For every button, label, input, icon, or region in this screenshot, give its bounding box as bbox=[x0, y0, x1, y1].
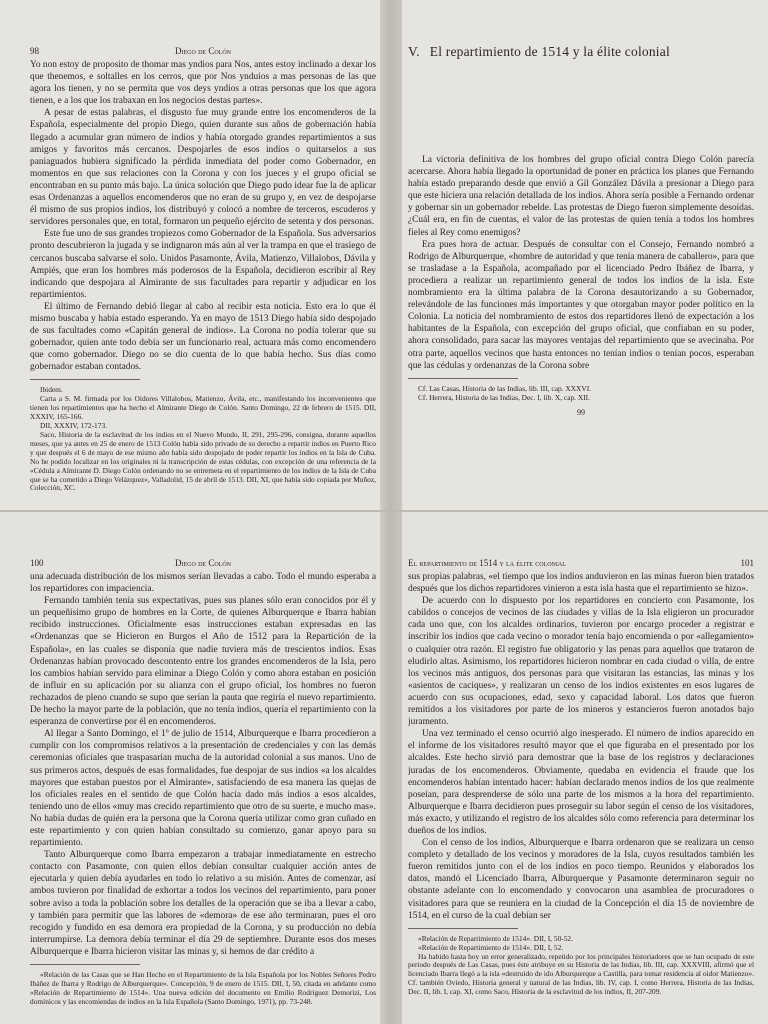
body-text bbox=[408, 571, 754, 922]
paragraph: Era pues hora de actuar. Después de consultar con el Consejo, Fernando nombró a Rodrigo de Alburquerque, «hombre de autoridad y que tenía manera de caballero», para que se trasladase a la Española, acompañado por el licenciado Pedro Ibáñez de Ibarra, y procediera a realizar un repartimiento general de todos los indios de la isla. Este nombramiento era la última palabra de la Corona desautorizando a su Gobernador, relevándole de las funciones más importantes y que otorgaban mayor poder político en la Colonia. La noticia del nombramiento de estos dos repartidores llenó de expectación a los habitantes de la Española, con excepción del grupo oficial, que confiaban en su poder, ahora consolidado, para sacar las mayores ventajas del repartimiento que se avecinaba. Por otra parte, aquellos vecinos que hasta entonces no tenían indios o tenían pocos, esperaban que las cédulas y ordenanzas de la Corona sobre bbox=[408, 239, 754, 371]
paragraph: Tanto Alburquerque como Ibarra empezaron a trabajar inmediatamente en estrecho contacto con Pasamonte, con quien ellos debían consultar cualquier acción antes de ejecutarla y quien debía ayudarles en todo lo relativo a su misión. Antes de comenzar, así ambos tuvieron por finalidad de exhortar a todos los vecinos del repartimiento, para poner sobre aviso a toda la población sobre los detalles de la operación que se iba a llevar a cabo, y también para permitir que las labores de «demora» de ese año terminaran, pues el oro recogido y fundido en esa demora era propiedad de la Corona, y su producción no debía interrumpirse. La demora debía terminar el día 29 de septiembre. Durante esos dos meses Alburquerque e Ibarra hicieron visitar las minas y, si hemos de dar crédito a bbox=[30, 850, 376, 957]
footnote: Cf. Las Casas, Historia de las Indias, lib. III, cap. XXXVI. bbox=[418, 383, 592, 393]
footnote: «Relación de Repartimiento de 1514». DII, I, 52. bbox=[418, 942, 564, 952]
chapter-title: El repartimiento de 1514 y la élite colonial bbox=[429, 44, 670, 59]
footnote: Cf. Herrera, Historia de las Indias, Dec. I, lib. X, cap. XII. bbox=[418, 392, 590, 402]
paragraph: una adecuada distribución de los mismos serían llevadas a cabo. Todo el mundo esperaba a los repartidores con impaciencia. bbox=[30, 572, 376, 595]
paragraph: Una vez terminado el censo ocurrió algo inesperado. El número de indios aparecido en el informe de los visitadores resultó mayor que el que figuraba en el presentado por los alcaldes. Este hecho sirvió para demostrar que la base de los registros y declaraciones juradas de los encomenderos. Obviamente, quedaba en evidencia el fraude que los encomenderos habían intentado hacer: habían declarado menos indios de los que realmente poseían, para desprenderse de sólo una parte de los mismos a la hora del repartimiento. Alburquerque e Ibarra decidieron pues proseguir su labor según el censo de los visitadores, más exacto, y utilizando el registro de los alcaldes sólo como referencia para determinar los dueños de los indios. bbox=[408, 729, 754, 836]
footnote: «Relación de Repartimiento de 1514». DII, I, 50-52. bbox=[418, 933, 573, 943]
running-head-title: El repartimiento de 1514 y la élite colonial bbox=[408, 558, 566, 568]
footnote-rule bbox=[408, 928, 518, 929]
footnotes bbox=[408, 385, 754, 403]
book-gutter bbox=[380, 512, 402, 1024]
page-101 bbox=[408, 512, 754, 1024]
page-number-footer: 99 bbox=[577, 407, 585, 417]
footnotes bbox=[408, 935, 754, 997]
paragraph: La victoria definitiva de los hombres del grupo oficial contra Diego Colón parecía acercarse. Ahora había llegado la oportunidad de poner en práctica los planes que Fernando había estado preparando desde que envió a Gil González Dávila a presionar a Diego para que este hiciera una relación detallada de los indios. Ahora sería posible a Fernando ordenar y gobernar sin un gobernador rebelde. Las protestas de Diego fueron simplemente desoídas. ¿Cuál era, en fin de cuentas, el valor de las protestas de quien tenía a todos los hombres fieles al Rey como enemigos? bbox=[408, 155, 754, 238]
footnote: DII, XXXIV, 172-173. bbox=[40, 421, 107, 431]
running-head-title: Diego de Colón bbox=[175, 558, 231, 568]
paragraph: Fernando también tenía sus expectativas, pues sus planes sólo eran conocidos por él y un pequeñísimo grupo de hombres en la Corte, de quienes Alburquerque e Ibarra habían recibido instrucciones. Oficialmente esas instrucciones estaban expresadas en las «Ordenanzas que se Hicieron en Burgos el Año de 1512 para la Repartición de la Española», en las cuales se disponía que nadie tuviera más de trescientos indios. Esas Ordenanzas habían provocado descontento entre los grandes encomenderos de la Isla, pero los cambios habían servido para eliminar a Diego Colón y como ahora estaban en posición de influir en su aplicación por su alianza con el grupo oficial, los hombres no fueron rechazados de pleno cuando se supo que serían la pauta que regiría el nuevo repartimiento. De hecho la mayor parte de la población, que no tenía indios, quería el repartimiento con la esperanza de convertirse por él en encomenderos. bbox=[30, 596, 376, 728]
body-text bbox=[30, 59, 376, 373]
footnote-rule bbox=[30, 964, 140, 965]
paragraph: De acuerdo con lo dispuesto por los repartidores en concierto con Pasamonte, los cabildos o concejos de vecinos de las ciudades y villas de la Isla eligieron un procurador cada uno que, con los alcaldes ordinarios, tuvieron por encargo proceder a registrar e inscribir los indios que cada vecino o morador tenía bajo encomienda o por «allegamiento» o cualquier otra razón. El registro fue obligatorio y las penas para aquellos que trataron de eludirlo altas. Asimismo, los repartidores hicieron nombrar en cada ciudad o villa, de entre los vecinos más antiguos, dos personas para que visitaran las estancias, las minas y los «asientos de caciques», y realizaran un censo de los indios existentes en esos lugares de acuerdo con sus ocupaciones, edad, sexo y capacidad laboral. Los datos que fueron remitidos a los visitadores por parte de los mineros y estancieros fueron anotados bajo juramento. bbox=[408, 596, 754, 728]
page-99 bbox=[408, 0, 754, 512]
page-98 bbox=[30, 0, 376, 512]
book-gutter bbox=[380, 0, 402, 512]
page-100 bbox=[30, 512, 376, 1024]
running-head bbox=[30, 558, 376, 571]
paragraph: Con el censo de los indios, Alburquerque e Ibarra ordenaron que se realizara un censo completo y detallado de los vecinos y moradores de la Isla, cuyos resultados también les fueron remitidos junto con el de los indios en poco tiempo. Reunidos y elaborados los datos, mandó el Licenciado Ibarra, Alburquerque y Pasamonte determinaron seguir no obstante adelante con lo encomendado y convocaron una asamblea de procuradores o visitadores para que se reuniera en la ciudad de la Concepción el día 15 de noviembre de 1514, en el curso de la cual debían ser bbox=[408, 838, 754, 921]
footnotes bbox=[30, 971, 376, 1007]
footnote-rule bbox=[30, 379, 140, 380]
bottom-spread bbox=[0, 512, 768, 1024]
footnote: «Relación de las Casas que se Han Hecho en el Repartimiento de la Isla Española por los Nobles Señores Pedro Ibáñez de Ibarra y Rodrigo de Alburquerque». Concepción, 9 de enero de 1515. DII, I, 50, citada en adelante como «Relación de Repartimiento de 1514». Una nueva edición del documento en Emilio Rodríguez Demorizi, Los dominicos y las encomiendas de indios en la Isla Española (Santo Domingo, 1971), pp. 73-248. bbox=[30, 970, 376, 1006]
body-text bbox=[408, 154, 754, 372]
footnote-rule bbox=[408, 378, 518, 379]
paragraph: A pesar de estas palabras, el disgusto fue muy grande entre los encomenderos de la Española, especialmente del propio Diego, quien durante sus años de gobernación había llegado a acumular gran número de indios y había otorgado grandes repartimientos a sus amigos y favoritos más cercanos. Despojarles de esos indios o quitarselos a sus paniaguados hubiera significado la pérdida inmediata del poder como Gobernador, en momentos en que sus relaciones con la Corona y con los jueces y el grupo oficial se encontraban en su punto más bajo. La única solución que Diego pudo idear fue la de aplicar esas Ordenanzas a aquellos encomenderos que no eran de su grupo y, en vez de despojarse él mismo de sus propios indios, los distribuyó y colocó a nombre de terceros, escuderos y servidores personales que, en total, formaron un pequeño ejército de setenta y dos personas. bbox=[30, 108, 376, 228]
footnote: Ha habido hasta hoy un error generalizado, repetido por los principales historiadores que se han ocupado de este periodo después de Las Casas, pues éste atribuye en su Historia de las Indias, lib. III, cap. XXXVIII, afirmó que el licenciado Ibarra llegó a la isla «destruido de ido Alburquerque a Castilla, para tomar residencia al oidor Matienzo». Cf. también Oviedo, Historia general y natural de las Indias, lib. IV, cap. I, como Herrera, Historia de las Indias, Dec. II, lib. I, cap. XI, como Saco, Historia de la esclavitud de los indios, II, 207-209. bbox=[408, 951, 754, 997]
footnote: Saco, Historia de la esclavitud de los indios en el Nuevo Mundo, II, 291, 295-296, consigna, durante aquellos meses, que ya antes en 25 de enero de 1513 Colón había sido privado de su derecho a repartir indios en Puerto Rico y que después el 6 de mayo de ese mismo año había sido despojado de poder repartir los indios en la Isla de Cuba. No he podido localizar en los originales ni la transcripción de estas cédulas, con excepción de una referencia de la «Cédula a Almirante D. Diego Colón ordenando no se entremeta en el repartimiento de los indios de la Isla de Cuba que se ha cometido a Diego Velázquez», Valladolid, 15 de abril de 1513. DII, XI, que había sido copiada por Muñoz, Colección, XC. bbox=[30, 429, 376, 493]
page-number: 100 bbox=[30, 558, 44, 568]
footnote: Ibidem. bbox=[40, 385, 63, 395]
chapter-number: V. bbox=[408, 44, 420, 59]
running-head-title: Diego de Colón bbox=[175, 46, 231, 56]
paragraph: El último de Fernando debió llegar al cabo al recibir esta noticia. Esto era lo que él mismo buscaba y había estado esperando. Ya en mayo de 1513 Diego había sido despojado de sus facultades como «Capitán general de indios». La Corona no podía tolerar que su gobernador, quien ante todo debía ser un funcionario real, actuara más como encomendero que como gobernador. Diego no se dio cuenta de lo que había hecho. Sus días como gobernador estaban contados. bbox=[30, 301, 376, 373]
paragraph: Al llegar a Santo Domingo, el 1º de julio de 1514, Alburquerque e Ibarra procedieron a cumplir con los compromisos relativos a la presentación de credenciales y con las demás ceremonias oficiales que traspasarían mucha de la autoridad colonial a sus manos. Uno de sus primeros actos, después de esas formalidades, fue despojar de sus indios «a los alcaldes mayores que estaban puestos por el Almirante», satisfaciendo de esa manera las quejas de los oficiales reales en el sentido de que Colón hacía dado más indios a esos alcaldes, teniendo uno de ellos «muy mas crecido repartimiento que otro de su suerte, e mucho mas». No había dudas de quién era la persona que la Corona quería utilizar como gran cuñado en este repartimiento y con quien habían consultado su comienzo, ganar apoyo para su repartimiento. bbox=[30, 729, 376, 849]
body-text bbox=[30, 571, 376, 958]
page-number: 101 bbox=[740, 558, 754, 568]
paragraph: Yo non estoy de proposito de thomar mas yndios para Nos, antes estoy inclinado a dexar los que thenemos, e soltalles en los cerros, que por Nos ynduios a mas personas de las que agora los tienen, y no se permita que vos deys yndios a otras personas que los que agora tienen, e a los que los trabaxan en los negocios destas partes». bbox=[30, 60, 376, 107]
chapter-heading bbox=[408, 44, 754, 60]
paragraph: Este fue uno de sus grandes tropiezos como Gobernador de la Española. Sus adversarios pronto descubrieron la jugada y se indignaron más aún al ver la trampa en que el trasiego de cercanos buscaba salvarse el solo. Unidos Pasamonte, Ávila, Matienzo, Villalobos, Dávila y Ampiés, que eran los hombres más poderosos de la Española, decidieron escribir al Rey indicando que despojara al Almirante de sus facultades para repartir y adjudicar en los repartimientos. bbox=[30, 229, 376, 300]
paragraph: sus propias palabras, «el tiempo que los indios anduvieron en las minas fueron bien tratados después que los dichos repartidores vinieron a esta isla hasta que el repartimiento se hizo». bbox=[408, 572, 754, 595]
running-head bbox=[30, 46, 376, 59]
footnote: Carta a S. M. firmada por los Oidores Villalobos, Matienzo, Ávila, etc., manifestando los inconvenientes que tienen los repartimientos que ha hecho el Almirante Diego de Colón. Santo Domingo, 22 de febrero de 1515. DII, XXXIV, 165-166. bbox=[30, 394, 376, 422]
running-head bbox=[408, 558, 754, 571]
page-number: 98 bbox=[30, 46, 39, 56]
footnotes bbox=[30, 386, 376, 493]
